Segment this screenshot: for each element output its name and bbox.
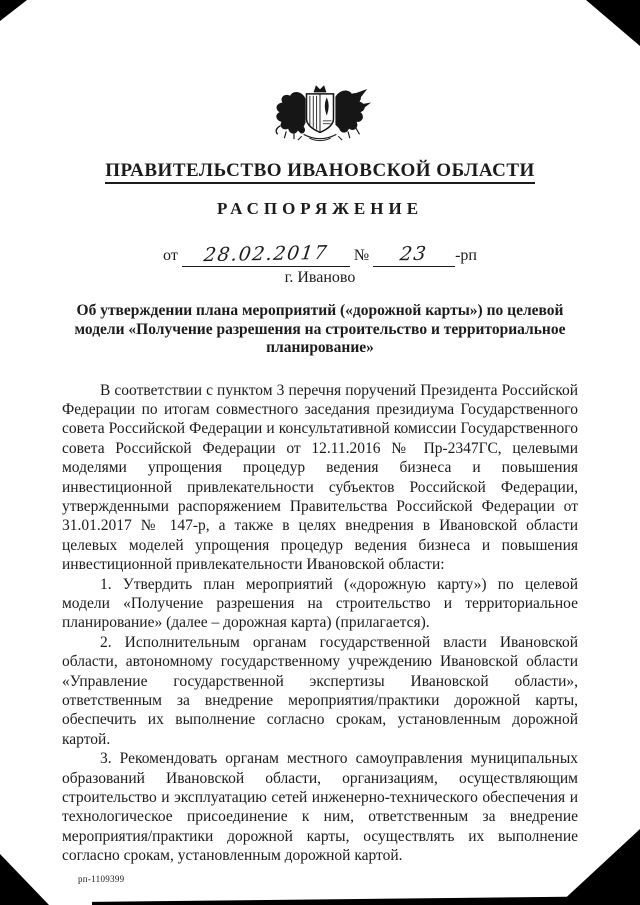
date-slot xyxy=(182,241,350,267)
date-number-line xyxy=(0,241,640,267)
scan-corner-top-left xyxy=(0,0,27,21)
scan-corner-top-right xyxy=(586,0,640,46)
authority-name xyxy=(0,160,640,182)
paragraph-preamble: В соответствии с пунктом 3 перечня поручений Президента Российской Федерации по итогам совместного заседания президиума Государственного совета Российской Федерации и консультативной комиссии Государственного совета Российской Федерации от 12.11.2016 № Пр-2347ГС, целевыми моделями упрощения процедур ведения бизнеса и повышения инвестиционной привлекательности субъектов Российской Федерации, утвержденными распоряжением Правительства Российской Федерации от 31.01.2017 № 147-р, а также в целях внедрения в Ивановской области целевых моделей упрощения процедур ведения бизнеса и повышения инвестиционной привлекательности Ивановской области: xyxy=(62,381,578,574)
paragraph-item-1: 1. Утвердить план мероприятий («дорожную карту») по целевой модели «Получение разрешения на строительство и территориальное планирование» (далее – дорожная карта) (прилагается). xyxy=(62,575,578,632)
registration-code: рп-1109399 xyxy=(78,874,125,884)
from-label: от xyxy=(163,247,178,264)
coat-of-arms-icon xyxy=(267,83,373,151)
number-sign: № xyxy=(353,247,370,264)
paragraph-item-3: 3. Рекомендовать органам местного самоуправления муниципальных образований Ивановской области, организациям, осуществляющим строительство и эксплуатацию сетей инженерно-технического обеспечения и технологическое присоединение к ним, ответственным за внедрение мероприятия/практики дорожной карты, осуществлять их выполнение согласно срокам, установленным дорожной картой. xyxy=(62,750,578,865)
handwritten-date: 28.02.2017 xyxy=(202,241,330,267)
city-line: г. Иваново xyxy=(284,269,356,286)
document-title: Об утверждении плана мероприятий («дорожной карты») по целевой модели «Получение разрешения на строительство и территориальное планирование» xyxy=(74,302,566,356)
document-body xyxy=(62,381,578,866)
handwritten-number: 23 xyxy=(399,242,430,266)
authority-name-text: ПРАВИТЕЛЬСТВО ИВАНОВСКОЙ ОБЛАСТИ xyxy=(105,160,535,184)
paragraph-item-2: 2. Исполнительным органам государственной власти Ивановской области, автономному государственному учреждению Ивановской области «Управление государственной экспертизы Ивановской области», ответственным за внедрение мероприятия/практики дорожной карты, обеспечить их выполнение согласно срокам, установленным дорожной картой. xyxy=(62,633,578,748)
document-type: РАСПОРЯЖЕНИЕ xyxy=(216,199,424,218)
scan-corner-bottom-left xyxy=(0,854,49,905)
scan-edge-strip xyxy=(92,896,640,905)
number-slot xyxy=(373,242,455,267)
number-suffix: -рп xyxy=(455,247,477,264)
